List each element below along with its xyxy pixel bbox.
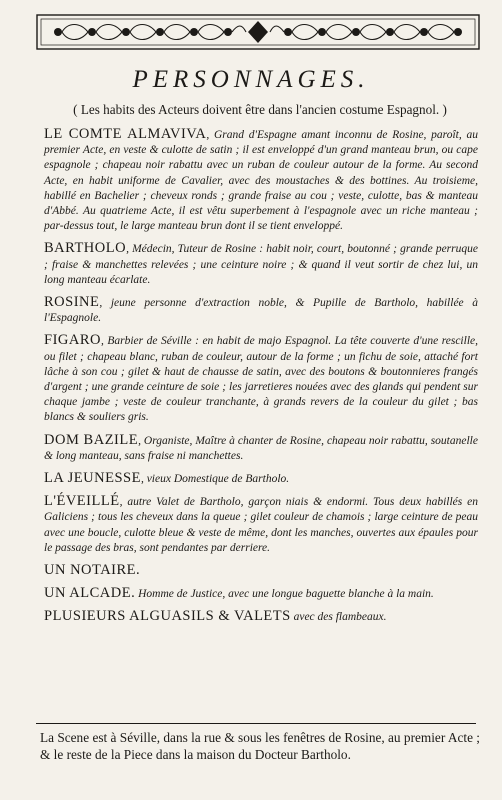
character-list bbox=[44, 127, 478, 633]
character-entry bbox=[44, 609, 478, 625]
character-name: UN NOTAIRE. bbox=[44, 562, 141, 579]
character-description: , vieux Domestique de Bartholo. bbox=[140, 473, 290, 486]
character-name: LE COMTE ALMAVIVA bbox=[44, 126, 207, 142]
character-name: L'ÉVEILLÉ bbox=[44, 493, 120, 510]
divider-rule bbox=[36, 723, 476, 724]
character-description: , Médecin, Tuteur de Rosine : habit noir, court, boutonné ; grande perruque ; fraise & manchettes relevées ; une ceinture noire ; & quand il veut sortir de chez lui, un long manteau écarlate. bbox=[44, 243, 478, 286]
character-description: , autre Valet de Bartholo, garçon niais & endormi. Tous deux habillés en Galiciens ; tous les cheveux dans la queue ; gilet couleur de chamois ; large ceinture de peau avec une boucle, culotte bleue & veste de même, dont les manches, ouvertes aux épaules pour le passage des bras, sont pendantes par derriere. bbox=[44, 496, 478, 554]
character-entry bbox=[44, 127, 478, 234]
character-description: avec des flambeaux. bbox=[290, 611, 387, 624]
character-description: , jeune personne d'extraction noble, & Pupille de Bartholo, habillée à l'Espagnole. bbox=[44, 297, 478, 325]
character-name: BARTHOLO bbox=[44, 240, 127, 257]
character-description: , Organiste, Maître à chanter de Rosine, chapeau noir rabattu, soutanelle & long manteau, sans fraise ni manchettes. bbox=[44, 434, 478, 462]
character-name: LA JEUNESSE bbox=[44, 470, 141, 487]
character-name: ROSINE bbox=[44, 294, 100, 311]
character-entry bbox=[44, 471, 478, 487]
character-entry bbox=[44, 295, 478, 326]
character-name: PLUSIEURS ALGUASILS & VALETS bbox=[44, 608, 291, 625]
character-name: FIGARO bbox=[44, 332, 101, 349]
costume-note: ( Les habits des Acteurs doivent être dans l'ancien costume Espagnol. ) bbox=[73, 102, 447, 117]
character-entry bbox=[44, 241, 478, 288]
page-title: PERSONNAGES. bbox=[132, 66, 370, 93]
scene-setting-note: La Scene est à Séville, dans la rue & sous les fenêtres de Rosine, au premier Acte ; & le reste de la Piece dans la maison du Docteur Bartholo. bbox=[40, 730, 480, 762]
character-entry bbox=[44, 586, 478, 602]
character-entry bbox=[44, 433, 478, 464]
character-description: , Grand d'Espagne amant inconnu de Rosine, paroît, au premier Acte, en veste & culotte de satin ; il est enveloppé d'un grand manteau brun, ou cape espagnole ; chapeau noir rabattu avec un ruban de couleur autour de la forme. Au second Acte, en habit uniforme de Cavalier, avec des moustaches & des bottines. Au troisieme, habillé en Bachelier ; cheveux ronds ; grande fraise au cou ; veste, culotte, bas & manteau d'Abbé. Au quatrieme Acte, il est vêtu superbement à l'espagnole avec un riche manteau ; par-dessus tout, le large manteau brun dont il se tient enveloppé. bbox=[44, 129, 478, 233]
character-entry bbox=[44, 563, 478, 579]
character-entry bbox=[44, 333, 478, 425]
character-entry bbox=[44, 494, 478, 556]
character-name: UN ALCADE. bbox=[44, 585, 136, 602]
character-description: Homme de Justice, avec une longue baguette blanche à la main. bbox=[135, 588, 434, 601]
character-name: DOM BAZILE bbox=[44, 431, 139, 448]
character-description: , Barbier de Séville : en habit de majo Espagnol. La tête couverte d'une rescille, ou filet ; chapeau blanc, ruban de couleur, autour de la forme ; un fichu de soie, attaché fort lâche à son cou ; gilet & haut de chausse de satin, avec des boutons & boutonnieres frangés d'argent ; une grande ceinture de soie ; les jarretieres nouées avec des glands qui pendent sur chaque jambe ; veste de couleur tranchante, à grands revers de la couleur du gilet ; bas blancs & souliers gris. bbox=[44, 335, 478, 424]
decorative-headpiece bbox=[36, 14, 480, 50]
